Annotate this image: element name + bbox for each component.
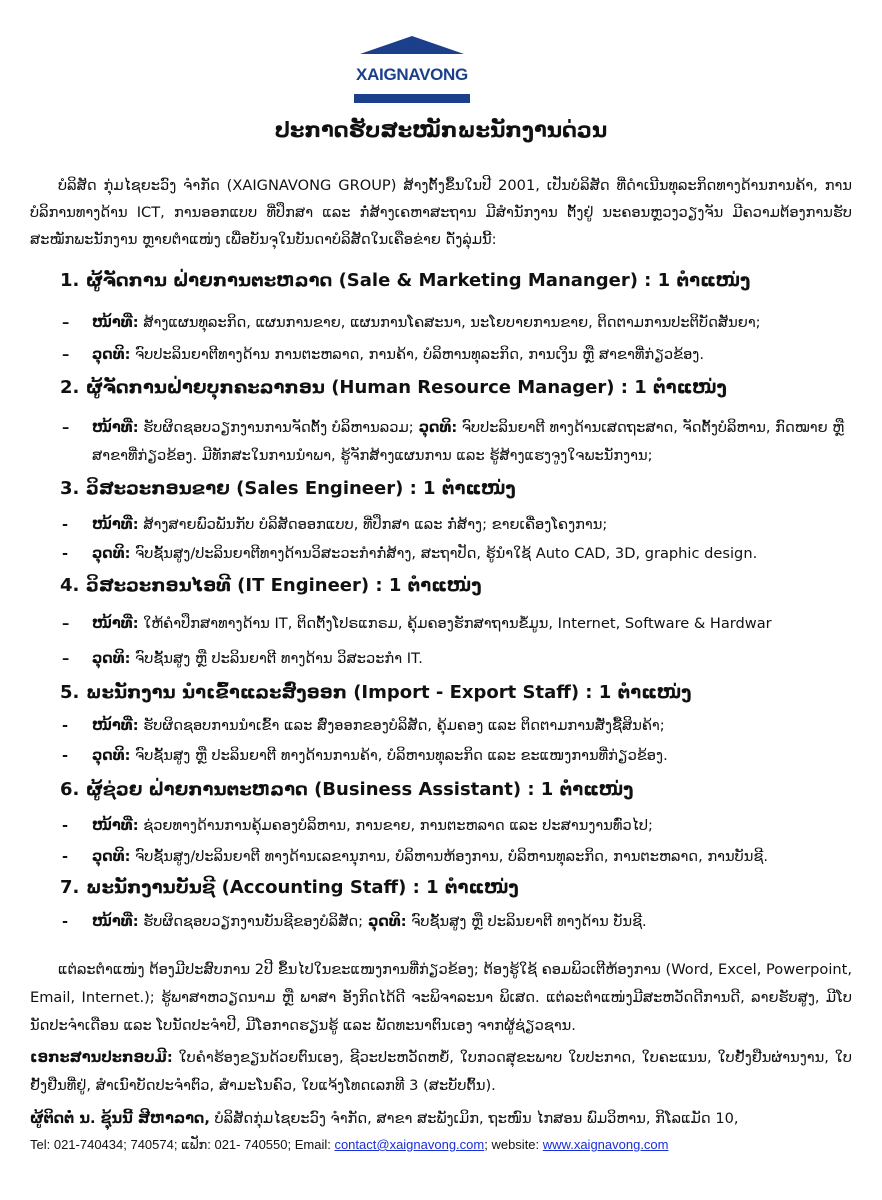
position-title: ພະນັກງານບັນຊີ (Accounting Staff) : 1 ຕຳແໜ່ງ xyxy=(86,877,519,898)
position-5-qualification xyxy=(62,747,852,764)
duty-text: ຮັບຜິດຊອບວຽກງານການຈັດຕັ້ງ ບໍລິຫານລວມ; xyxy=(138,419,414,436)
position-1-duty xyxy=(62,314,852,331)
website-link[interactable]: www.xaignavong.com xyxy=(542,1137,669,1152)
position-title: ຜູ້ຈັດການ ຝ່າຍການຕະຫລາດ (Sale & Marketing Mananger) : 1 ຕຳແໜ່ງ xyxy=(86,270,751,291)
position-7-duty xyxy=(62,913,852,930)
position-heading-6 xyxy=(60,779,634,800)
duty-label: ໜ້າທີ່: xyxy=(92,516,139,533)
bullet-dash: - xyxy=(62,545,69,562)
position-heading-2 xyxy=(60,377,727,398)
contact-address: ບໍລິສັດກຸ່ມໄຊຍະວົງ ຈຳກັດ, ສາຂາ ສະພັງເມິກ, ຖະໜົນ ໄກສອນ ພົມວິຫານ, ກິໂລແມັດ 10, xyxy=(209,1110,739,1127)
company-logo xyxy=(350,36,474,108)
requirements-paragraph: ແຕ່ລະຕຳແໜ່ງ ຕ້ອງມີປະສົບການ 2ປີ ຂຶ້ນໄປໃນຂະແໜງການທີ່ກ່ຽວຂ້ອງ; ຕ້ອງຮູ້ໃຊ້ ຄອມພິວເຕີຫ້ອງການ (Word, Excel, Powerpoint, Email, Internet.); ຮູ້ພາສາຫວຽດນາມ ຫຼື ພາສາ ອັງກິດໄດ້ດີ ຈະພິຈາລະນາ ພິເສດ. ແຕ່ລະຕຳແໜ່ງມີສະຫວັດດີການດີ, ລາຍຮັບສູງ, ມີໂບນັດປະຈຳເດືອນ ແລະ ໂບນັດປະຈຳປີ, ມີໂອກາດຮຽນຮູ້ ແລະ ພັດທະນາຕົນເອງ ຈາກຜູ້ຊ່ຽວຊານ. xyxy=(30,961,852,1034)
duty-label: ໜ້າທີ່: xyxy=(92,913,139,930)
duty-label: ໜ້າທີ່: xyxy=(92,615,139,632)
position-title: ຜູ້ຊ່ວຍ ຝ່າຍການຕະຫລາດ (Business Assistant) : 1 ຕຳແໜ່ງ xyxy=(86,779,634,800)
bullet-dash: - xyxy=(62,516,69,533)
qualification-text: ຈົບປະລິນຍາຕີ ທາງດ້ານເສດຖະສາດ, ຈັດຕັ້ງບໍລິຫານ, ກົດໝາຍ ຫຼື ສາຂາທີ່ກ່ຽວຂ້ອງ. ມີທັກສະໃນການນຳພາ, ຮູ້ຈັກສ້າງແຜນການ ແລະ ຮູ້ສ້າງແຮງຈູງໃຈພະນັກງານ; xyxy=(92,419,845,464)
bullet-dash: - xyxy=(62,717,69,734)
position-heading-1 xyxy=(60,270,750,291)
website-label: ; website: xyxy=(484,1137,543,1152)
position-heading-7 xyxy=(60,877,519,898)
bullet-dash: - xyxy=(62,848,69,865)
duty-label: ໜ້າທີ່: xyxy=(92,314,139,331)
bullet-dash: – xyxy=(62,615,70,632)
duty-text: ຊ່ວຍທາງດ້ານການຄຸ້ມຄອງບໍລິຫານ, ການຂາຍ, ການຕະຫລາດ ແລະ ປະສານງານທົ່ວໄປ; xyxy=(138,817,653,834)
position-3-qualification xyxy=(62,545,852,562)
intro-paragraph: ບໍລິສັດ ກຸ່ມໄຊຍະວົງ ຈຳກັດ (XAIGNAVONG GROUP) ສ້າງຕັ້ງຂຶ້ນໃນປີ 2001, ເປັນບໍລິສັດ ທີ່ດຳເນີນທຸລະກິດທາງດ້ານການຄ້າ, ການບໍລິການທາງດ້ານ ICT, ການອອກແບບ ທີ່ປຶກສາ ແລະ ກໍ່ສ້າງເຄຫາສະຖານ ມີສຳນັກງານ ຕັ້ງຢູ່ ນະຄອນຫຼວງວຽງຈັນ ມີຄວາມຕ້ອງການຮັບສະໝັກພະນັກງານ ຫຼາຍຕຳແໜ່ງ ເພື່ອບັນຈຸໃນບັນດາບໍລິສັດໃນເຄືອຂ່າຍ ດັ່ງລຸ່ມນີ້: xyxy=(30,177,852,248)
logo-text: XAIGNAVONG xyxy=(356,65,468,84)
duty-label: ໜ້າທີ່: xyxy=(92,419,139,436)
position-heading-4 xyxy=(60,575,482,596)
duty-text: ຮັບຜິດຊອບວຽກງານບັນຊີຂອງບໍລິສັດ; xyxy=(138,913,364,930)
bullet-dash: – xyxy=(62,314,70,331)
duty-text: ຮັບຜິດຊອບການນຳເຂົ້າ ແລະ ສົ່ງອອກຂອງບໍລິສັດ, ຄຸ້ມຄອງ ແລະ ຕິດຕາມການສັ່ງຊື້ສິນຄ້າ; xyxy=(138,717,665,734)
position-heading-5 xyxy=(60,682,691,703)
bullet-dash: – xyxy=(62,419,70,436)
position-number: 3. xyxy=(60,478,80,499)
bullet-dash: – xyxy=(62,346,70,363)
qualification-label: ວຸດທິ: xyxy=(92,747,131,764)
position-1-qualification xyxy=(62,346,852,363)
qualification-label: ວຸດທິ: xyxy=(363,913,407,930)
qualification-text: ຈົບຊັ້ນສູງ ຫຼື ປະລິນຍາຕີ ທາງດ້ານການຄ້າ, ບໍລິຫານທຸລະກິດ ແລະ ຂະແໜງການທີ່ກ່ຽວຂ້ອງ. xyxy=(130,747,668,764)
qualification-label: ວຸດທິ: xyxy=(92,346,131,363)
qualification-text: ຈົບຊັ້ນສູງ/ປະລິນຍາຕີທາງດ້ານວິສະວະກຳກໍ່ສ້າງ, ສະຖາປັດ, ຮູ້ນຳໃຊ້ Auto CAD, 3D, graphic design. xyxy=(130,545,758,562)
position-4-qualification xyxy=(62,650,852,667)
duty-text: ສ້າງແຜນທຸລະກິດ, ແຜນການຂາຍ, ແຜນການໂຄສະນາ, ນະໂຍບາຍການຂາຍ, ຕິດຕາມການປະຕິບັດສັນຍາ; xyxy=(138,314,761,331)
page-title: ປະກາດຮັບສະໝັກພະນັກງານດ່ວນ xyxy=(274,118,608,142)
duty-text: ສ້າງສາຍພົວພັນກັບ ບໍລິສັດອອກແບບ, ທີ່ປຶກສາ ແລະ ກໍ່ສ້າງ; ຂາຍເຄື່ອງໂຄງການ; xyxy=(138,516,608,533)
position-number: 1. xyxy=(60,270,80,291)
position-number: 6. xyxy=(60,779,80,800)
email-link[interactable]: contact@xaignavong.com xyxy=(334,1137,485,1152)
qualification-label: ວຸດທິ: xyxy=(92,545,131,562)
qualification-text: ຈົບຊັ້ນສູງ ຫຼື ປະລິນຍາຕີ ທາງດ້ານ ວິສະວະກຳ IT. xyxy=(130,650,423,667)
contact-person: ຜູ້ຕິດຕໍ່ ນ. ຊຸ້ນນີ້ ສີຫາລາດ, xyxy=(30,1110,210,1127)
position-6-qualification xyxy=(62,848,852,865)
duty-label: ໜ້າທີ່: xyxy=(92,817,139,834)
bullet-dash: – xyxy=(62,650,70,667)
contact-phone: Tel: 021-740434; 740574; ແຟັກ: 021- 740550; Email: xyxy=(30,1137,335,1152)
qualification-label: ວຸດທິ: xyxy=(413,419,458,436)
position-number: 7. xyxy=(60,877,80,898)
position-3-duty xyxy=(62,516,852,533)
documents-paragraph xyxy=(30,1044,852,1100)
qualification-label: ວຸດທິ: xyxy=(92,650,131,667)
position-title: ພະນັກງານ ນຳເຂົ້າແລະສົ່ງອອກ (Import - Export Staff) : 1 ຕຳແໜ່ງ xyxy=(86,682,692,703)
position-5-duty xyxy=(62,717,852,734)
duty-text: ໃຫ້ຄຳປຶກສາທາງດ້ານ IT, ຕິດຕັ້ງໂປຣແກຣມ, ຄຸ້ມຄອງຮັກສາຖານຂໍ້ມູນ, Internet, Software & Hardwar xyxy=(138,615,772,632)
documents-label: ເອກະສານປະກອບມີ: xyxy=(30,1049,173,1066)
bullet-dash: - xyxy=(62,817,69,834)
position-number: 2. xyxy=(60,377,80,398)
position-heading-3 xyxy=(60,478,516,499)
position-title: ວິສະວະກອນໄອທີ (IT Engineer) : 1 ຕຳແໜ່ງ xyxy=(86,575,482,596)
position-4-duty xyxy=(62,615,852,632)
duty-label: ໜ້າທີ່: xyxy=(92,717,139,734)
bullet-dash: - xyxy=(62,913,69,930)
position-number: 4. xyxy=(60,575,80,596)
position-title: ຜູ້ຈັດການຝ່າຍບຸກຄະລາກອນ (Human Resource Manager) : 1 ຕຳແໜ່ງ xyxy=(86,377,727,398)
position-2-duty xyxy=(62,414,852,470)
contact-block xyxy=(30,1106,870,1158)
qualification-text: ຈົບຊັ້ນສູງ/ປະລິນຍາຕີ ທາງດ້ານເລຂານຸການ, ບໍລິຫານຫ້ອງການ, ບໍລິຫານທຸລະກິດ, ການຕະຫລາດ, ການບັນຊີ. xyxy=(130,848,768,865)
position-6-duty xyxy=(62,817,852,834)
qualification-label: ວຸດທິ: xyxy=(92,848,131,865)
documents-text: ໃບຄຳຮ້ອງຂຽນດ້ວຍຕົນເອງ, ຊີວະປະຫວັດຫຍໍ້, ໃບກວດສຸຂະພາບ ໃບປະກາດ, ໃບຄະແນນ, ໃບຢັ້ງຢືນຜ່ານງານ, ໃບຢັ້ງຢືນທີ່ຢູ່, ສຳເນົາບັດປະຈຳຕົວ, ສຳມະໂນຄົວ, ໃບແຈ້ງໂທດເລກທີ 3 (ສະບັບຕົ້ນ). xyxy=(30,1049,852,1094)
position-number: 5. xyxy=(60,682,80,703)
bullet-dash: - xyxy=(62,747,69,764)
position-title: ວິສະວະກອນຂາຍ (Sales Engineer) : 1 ຕຳແໜ່ງ xyxy=(86,478,516,499)
qualification-text: ຈົບປະລິນຍາຕີທາງດ້ານ ການຕະຫລາດ, ການຄ້າ, ບໍລິຫານທຸລະກິດ, ການເງິນ ຫຼື ສາຂາທີ່ກ່ຽວຂ້ອງ. xyxy=(130,346,704,363)
qualification-text: ຈົບຊັ້ນສູງ ຫຼື ປະລິນຍາຕີ ທາງດ້ານ ບັນຊີ. xyxy=(406,913,647,930)
